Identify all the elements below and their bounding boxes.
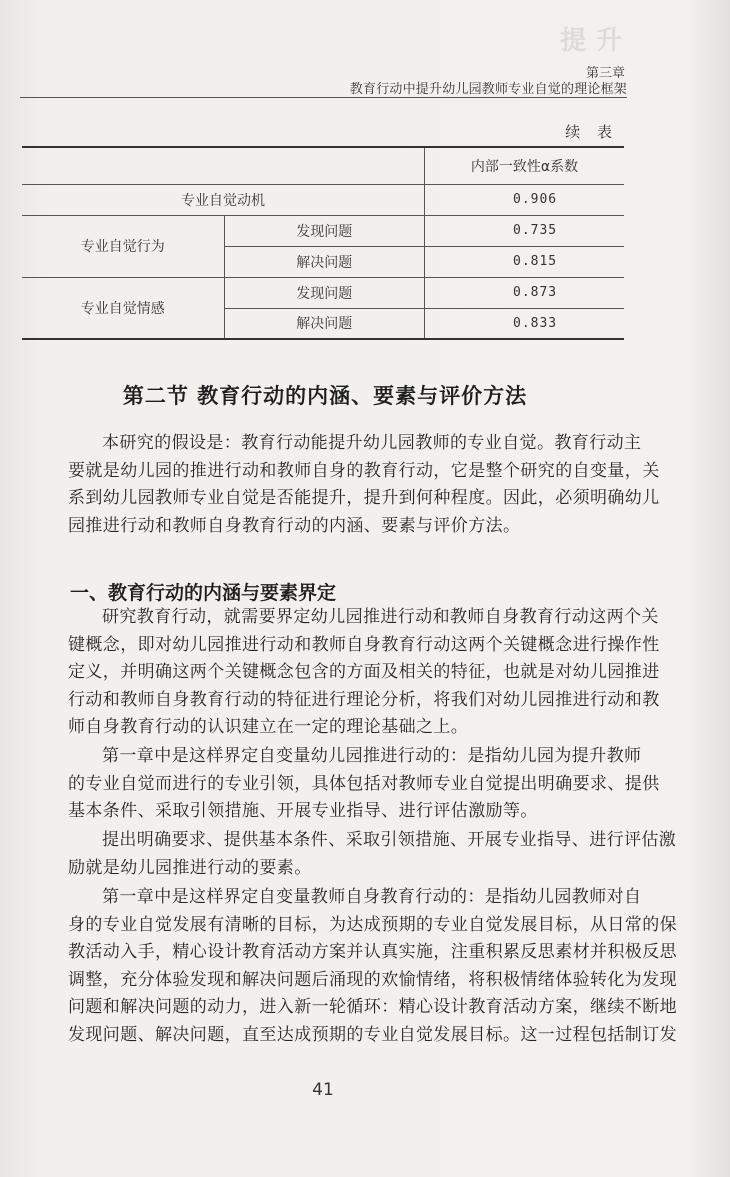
table-cell-sub: 解决问题 (224, 246, 425, 277)
table-cell-category: 专业自觉行为 (22, 215, 224, 277)
table-cell-value: 0.815 (425, 246, 625, 277)
section-title: 第二节 教育行动的内涵、要素与评价方法 (122, 383, 528, 408)
table-cell-sub: 发现问题 (224, 215, 425, 246)
text-line: 第一章中是这样界定自变量幼儿园推进行动的：是指幼儿园为提升教师 (102, 746, 642, 766)
table-row (22, 184, 624, 215)
table-header-alpha: 内部一致性α系数 (425, 147, 625, 184)
table-cell-category: 专业自觉动机 (181, 192, 265, 209)
text-line: 定义，并明确这两个关键概念包含的方面及相关的特征，也就是对幼儿园推进 (68, 662, 660, 682)
text-line: 的专业自觉而进行的专业引领，具体包括对教师专业自觉提出明确要求、提供 (68, 773, 660, 794)
table-cell-category: 专业自觉情感 (22, 277, 224, 339)
table-cell-sub: 发现问题 (224, 277, 425, 308)
text-line: 键概念，即对幼儿园推进行动和教师自身教育行动这两个关键概念进行操作性 (68, 634, 660, 655)
text-line: 第一章中是这样界定自变量教师自身教育行动的：是指幼儿园教师对自 (102, 887, 642, 907)
table-row (22, 215, 624, 246)
text-line: 基本条件、采取引领措施、开展专业指导、进行评估激励等。 (68, 801, 538, 821)
text-line: 本研究的假设是：教育行动能提升幼儿园教师的专业自觉。教育行动主 (102, 433, 642, 453)
running-header-chapter: 第三章 (585, 66, 625, 81)
text-line: 励就是幼儿园推进行动的要素。 (68, 857, 312, 878)
text-line: 行动和教师自身教育行动的特征进行理论分析，将我们对幼儿园推进行动和教 (68, 689, 660, 710)
text-line: 园推进行动和教师自身教育行动的内涵、要素与评价方法。 (68, 515, 521, 536)
table-continued-label: 续 表 (565, 123, 618, 141)
paragraph-2 (68, 743, 660, 826)
text-line: 师自身教育行动的认识建立在一定的理论基础之上。 (68, 717, 469, 737)
text-line: 研究教育行动，就需要界定幼儿园推进行动和教师自身教育行动这两个关 (102, 607, 659, 627)
table-cell-value: 0.873 (425, 277, 625, 308)
table-cell-value: 0.735 (425, 215, 625, 246)
text-line: 身的专业自觉发展有清晰的目标，为达成预期的专业自觉发展目标，从日常的保 (68, 914, 677, 935)
table-row (22, 277, 624, 308)
running-header-title: 教育行动中提升幼儿园教师专业自觉的理论框架 (349, 82, 627, 97)
bleed-through-text: 提升 (560, 26, 633, 56)
table-cell-sub: 解决问题 (224, 308, 425, 339)
header-rule (20, 97, 627, 98)
text-line: 发现问题、解决问题，直至达成预期的专业自觉发展目标。这一过程包括制订发 (68, 1024, 677, 1045)
text-line: 调整，充分体验发现和解决问题后涌现的欢愉情绪，将积极情绪体验转化为发现 (68, 969, 677, 990)
table-cell-value: 0.906 (425, 184, 625, 215)
text-line: 教活动入手，精心设计教育活动方案并认真实施，注重积累反思素材并积极反思 (68, 942, 677, 962)
intro-paragraph (68, 430, 660, 540)
subsection-title: 一、教育行动的内涵与要素界定 (70, 582, 337, 604)
page-number: 41 (312, 1080, 334, 1100)
paragraph-1 (68, 604, 660, 742)
paragraph-4 (68, 884, 677, 1049)
table-header-empty-2 (224, 147, 425, 184)
table-cell-value: 0.833 (425, 308, 625, 339)
text-line: 系到幼儿园教师专业自觉是否能提升，提升到何种程度。因此，必须明确幼儿 (68, 488, 660, 508)
text-line: 问题和解决问题的动力，进入新一轮循环：精心设计教育活动方案，继续不断地 (68, 997, 677, 1017)
reliability-table (22, 146, 624, 340)
text-line: 提出明确要求、提供基本条件、采取引领措施、开展专业指导、进行评估激 (102, 830, 677, 850)
table-header-empty-1 (22, 147, 224, 184)
table-header-row (22, 147, 624, 184)
paragraph-3 (68, 827, 677, 882)
text-line: 要就是幼儿园的推进行动和教师自身的教育行动，它是整个研究的自变量，关 (68, 460, 660, 481)
